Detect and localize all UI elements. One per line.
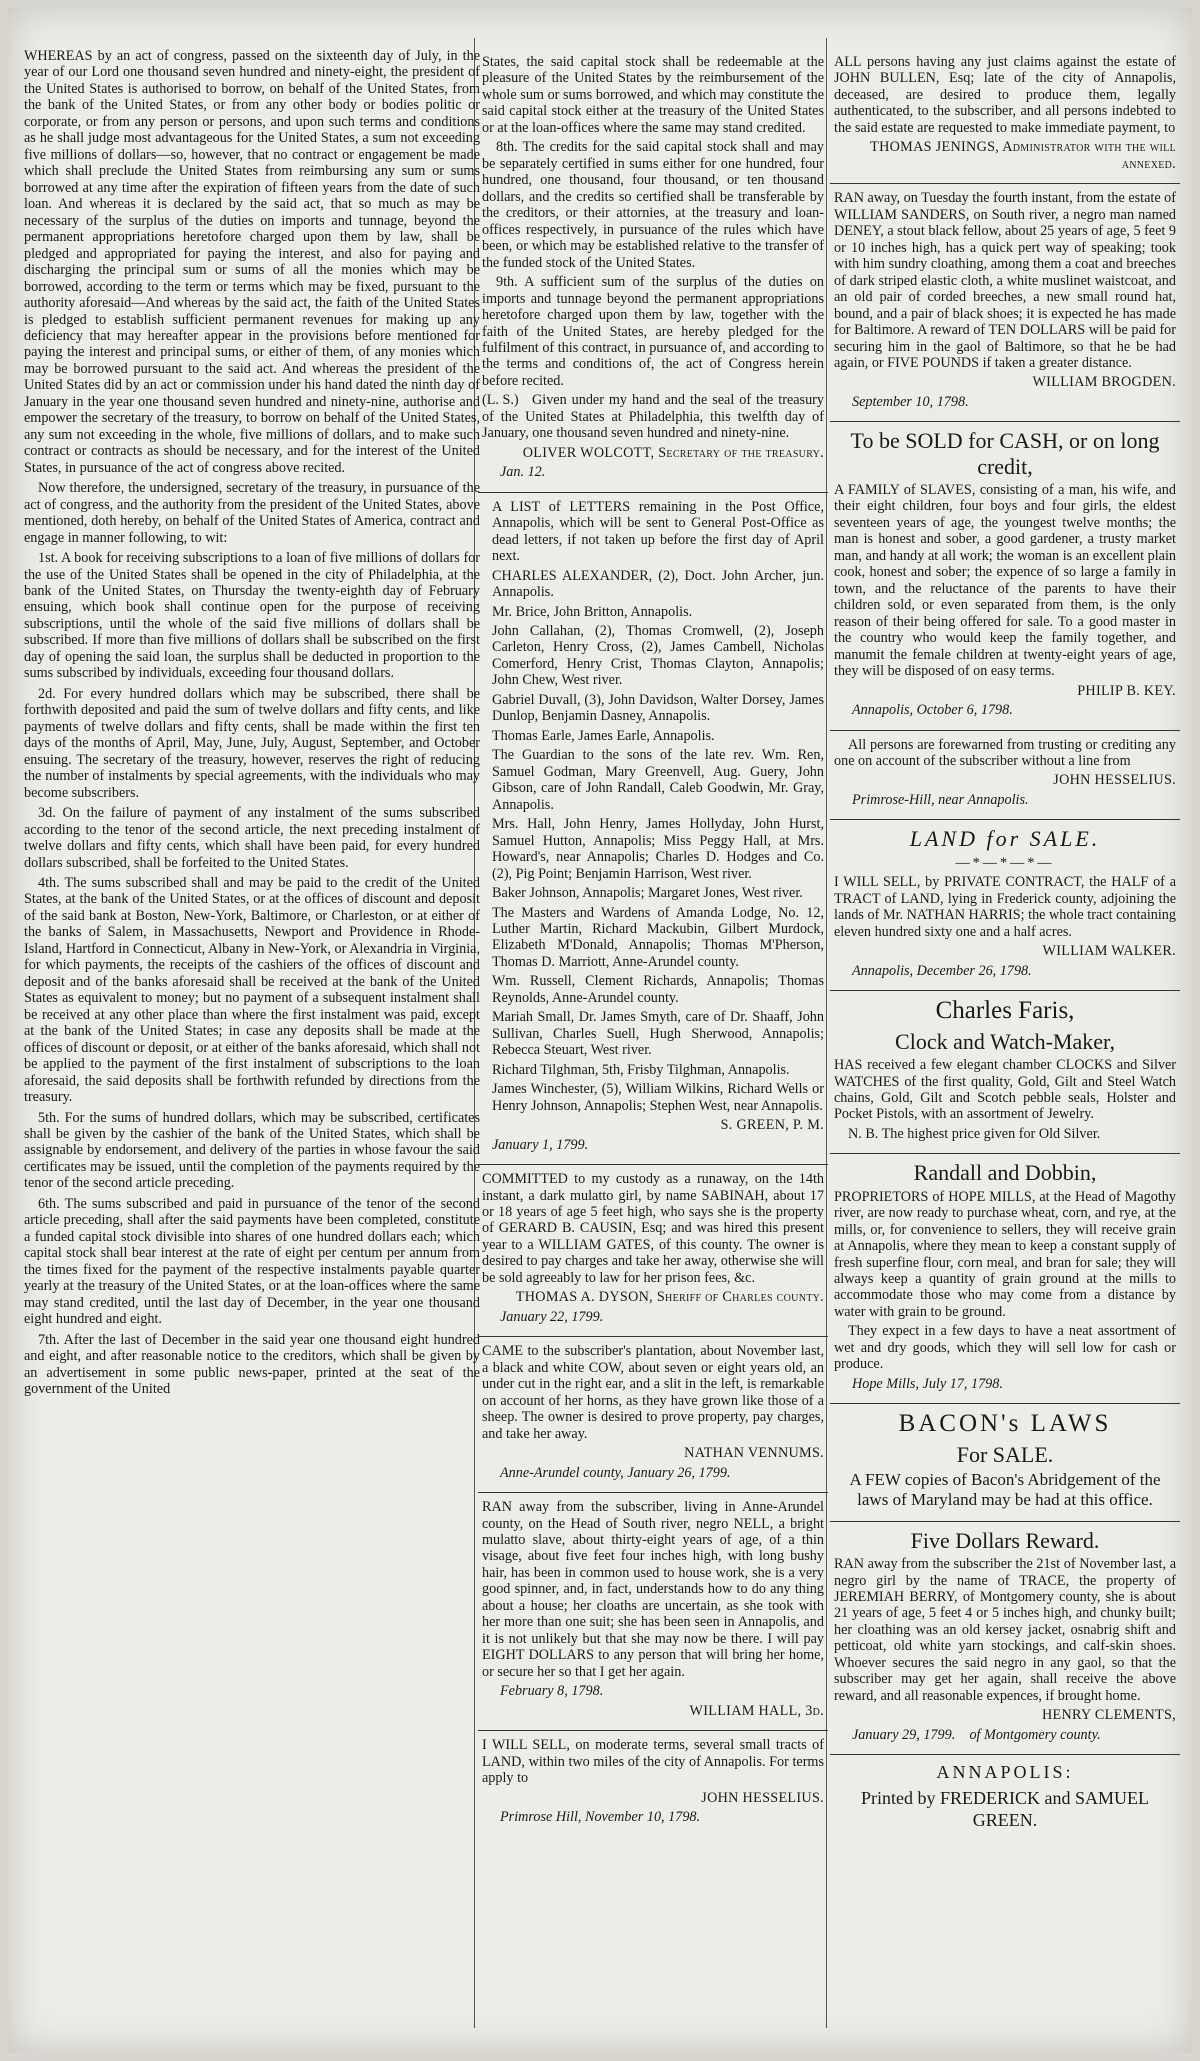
loan-article-4: 4th. The sums subscribed shall and may be paid to the credit of the United States, at the bank of the United States, or at the offices of discount and deposit of the said bank at Boston, New-York, Baltimore, or Charleston, or at either of the banks of Salem, in Massachusetts, Newport and Providence in Rhode-Island, Hartford in Connecticut, Albany in New-York, or Alexandria in Virginia, for which payments, the receipts of the cashiers of the offices of discount and deposit and of the banks aforesaid shall be received at the bank of the United States as equivalent to money; but no payment of a subsequent instalment shall be received at any other place than where the first instalment was paid, except at the bank of the United States; in case any deposits shall be made at the offices of discount or deposit, or at either of the banks aforesaid, which shall not be applied to the payment of the first instalment of subscriptions to the loan aforesaid, the said deposits shall be forthwith refunded by directions from the treasury. — [24, 874, 480, 1106]
loan-article-2: 2d. For every hundred dollars which may be subscribed, there shall be forthwith deposited and paid the sum of twelve dollars and fifty cents, and like payments of twelve dollars and fifty cents, shall be made within the first ten days of the months of April, May, June, July, August, September, and October ensuing. The secretary of the treasury, however, reserves the right of reducing the number of instalments by special agreements, with the individuals who may become subscribers. — [24, 685, 480, 801]
letters-entry: The Guardian to the sons of the late rev. Wm. Ren, Samuel Godman, Mary Greenvell, Aug. Guery, John Gibson, care of John Randall, Caleb Goodwin, Mr. Gray, Annapolis. — [492, 747, 824, 813]
land-tracts-ad — [478, 1731, 828, 1836]
reward-county: of Montgomery county. — [969, 1726, 1101, 1743]
land-heading: LAND for SALE. — [909, 826, 1101, 852]
column-3 — [830, 48, 1180, 2038]
bullen-signature: THOMAS JENINGS, Administrator with the will annexed. — [870, 139, 1176, 172]
land-date: Annapolis, December 26, 1798. — [852, 962, 1032, 979]
bullen-estate-ad — [830, 48, 1180, 184]
letters-list-ad — [478, 493, 828, 1165]
letters-entry: Baker Johnson, Annapolis; Margaret Jones, West river. — [492, 885, 803, 902]
loan-article-7: 7th. After the last of December in the said year one thousand eight hundred and eight, and after reasonable notice to the creditors, which shall be given by an advertisement in some public news-paper, printed at the seat of the government of the United — [24, 1331, 480, 1398]
letters-entry: Mrs. Hall, John Henry, James Hollyday, John Hurst, Samuel Hutton, Annapolis; Miss Peggy Hall, at Mrs. Howard's, near Annapolis; Charles D. Hodges and Co. (2), Pig Point; Benjamin Harrison, West river. — [492, 816, 824, 882]
bacon-subheading: For SALE. — [956, 1442, 1054, 1468]
letters-entry: Mariah Small, Dr. James Smyth, care of Dr. Shaaff, John Sullivan, Charles Suell, Hugh Sherwood, Annapolis; Rebecca Steuart, West river. — [492, 1009, 824, 1059]
clockmaker-ad — [830, 991, 1180, 1154]
letters-entry: CHARLES ALEXANDER, (2), Doct. John Archer, jun. Annapolis. — [492, 567, 824, 601]
loan-article-3: 3d. On the failure of payment of any instalment of the sums subscribed according to the tenor of the second article, the next preceding instalment of twelve dollars and fifty cents, which shall have been paid, for every hundred dollars subscribed, shall be forfeited to the United States. — [24, 805, 480, 871]
loan-article-1: 1st. A book for receiving subscriptions to a loan of five millions of dollars for the use of the United States shall be opened in the city of Philadelphia, at the bank of the United States, on Thursday the twenty-eighth day of February ensuing, which book shall continue open for the purpose of receiving subscriptions, until the whole of the said five millions of dollars shall be subscribed. If more than five millions of dollars shall be subscribed on the first day of opening the said loan, the surplus shall be deducted in proportion to the sums subscribed by individuals, exceeding four thousand dollars. — [24, 550, 480, 682]
seal-mark: (L. S.) — [482, 392, 519, 409]
letters-entry: Mr. Brice, John Britton, Annapolis. — [492, 603, 693, 620]
bullen-text: ALL persons having any just claims against the estate of JOHN BULLEN, Esq; late of the city of Annapolis, deceased, are desired to produce them, legally authenticated, to the subscriber, and all persons indebted to the said estate are requested to make immediate payment, to — [834, 54, 1176, 136]
land-sale-ad — [830, 820, 1180, 991]
bacon-heading: BACON's LAWS — [898, 1410, 1112, 1438]
randall-date: Hope Mills, July 17, 1798. — [852, 1375, 1003, 1392]
land-text: I WILL SELL, by PRIVATE CONTRACT, the HALF of a TRACT of LAND, lying in Frederick county, adjoining the lands of Mr. NATHAN HARRIS; the whole tract containing eleven hundred sixty one and a half acres. — [834, 874, 1176, 940]
reward-text: RAN away from the subscriber the 21st of November last, a negro girl by the name of TRACE, the property of JEREMIAH BERRY, of Montgomery county, she is about 21 years of age, 5 feet 4 or 5 inches high, and chunky built; her cloathing was an old kersey jacket, osnabrig shift and petticoat, old white yarn stockings, and calf-skin shoes. Whoever secures the said negro in any gaol, so that the subscriber may get her again, shall receive the above reward, and all reasonable expences, if brought home. — [834, 1556, 1176, 1704]
deney-date: September 10, 1798. — [852, 393, 969, 410]
loan-article-6: 6th. The sums subscribed and paid in pursuance of the tenor of the second article preceding, shall after the said payments have been completed, constitute a funded capital stock divisible into shares of one hundred dollars each; which capital stock shall bear interest at the rate of eight per centum per annum from the times fixed for the payment of the respective instalments payable quarter yearly at the treasury of the United States, or at the loan-offices where the same may stand credited, until the last day of December, in the year one thousand eight hundred and eight. — [24, 1195, 480, 1328]
loan-article-8: 8th. The credits for the said capital stock shall and may be separately certified in sums either for one hundred, four hundred, one thousand, four thousand, or ten thousand dollars, and the credits so certified shall be transferable by the creditors, or their attornies, at the treasury and loan-offices respectively, in pursuance of the rules which have been, or which may be established relative to the transfer of the funded stock of the United States. — [482, 139, 824, 271]
reward-date-text: January 29, 1799. — [852, 1726, 956, 1743]
letters-entry: John Callahan, (2), Thomas Cromwell, (2), Joseph Carleton, Henry Cross, (2), James Cambell, Nicholas Comerford, Henry Crist, Thomas Clayton, Annapolis; John Chew, West river. — [492, 623, 824, 689]
deney-text: RAN away, on Tuesday the fourth instant, from the estate of WILLIAM SANDERS, on South river, a negro man named DENEY, a stout black fellow, about 25 years of age, 5 feet 9 or 10 inches high, has a quick pert way of speaking; took with him sundry cloathing, among them a coat and breeches of dark striped elastic cloth, a white muslinet waistcoat, and an old pair of corded breeches, a new small round hat, bound, and a pair of black shoes; it is expected he has made for Baltimore. A reward of TEN DOLLARS will be paid for securing him in the gaol of Baltimore, so that he be had again, or FIVE POUNDS if taken a greater distance. — [834, 190, 1176, 371]
loan-article-5: 5th. For the sums of hundred dollars, which may be subscribed, certificates shall be given by the cashier of the bank of the United States, which shall be assignable by endorsement, and delivery of the parties in whose favour the said certificates may be issued, until the completion of the payments required by the tenor of the second article preceding. — [24, 1109, 480, 1192]
slaves-signature: PHILIP B. KEY. — [1077, 682, 1176, 699]
letters-entry: Richard Tilghman, 5th, Frisby Tilghman, Annapolis. — [492, 1061, 790, 1078]
lots-signature: JOHN HESSELIUS. — [701, 1789, 824, 1806]
letters-signature: S. GREEN, P. M. — [720, 1117, 824, 1134]
faris-subheading: Clock and Watch-Maker, — [895, 1028, 1115, 1054]
reward-signature: HENRY CLEMENTS, — [1041, 1707, 1176, 1724]
lots-text: I WILL SELL, on moderate terms, several small tracts of LAND, within two miles of the city of Annapolis. For terms apply to — [482, 1737, 824, 1787]
newspaper-page — [8, 8, 1192, 2053]
nell-signature: WILLIAM HALL, 3d. — [689, 1702, 824, 1719]
committed-date: January 22, 1799. — [500, 1308, 604, 1325]
land-ornament: —*—*—*— — [955, 854, 1055, 871]
randall-text: PROPRIETORS of HOPE MILLS, at the Head of Magothy river, are now ready to purchase wheat, corn, and rye, at the mills, or, for convenience to sellers, they will receive grain at Annapolis, where they mean to keep a constant supply of fresh superfine flour, corn meal, and bran for sale; they will always keep a quantity of grain ground at the mills to accommodate those who may come from a distance by water with grain to be ground. — [834, 1188, 1176, 1320]
loan-now-therefore: Now therefore, the undersigned, secretary of the treasury, in pursuance of the act of congress, and the authority from the president of the United States, above mentioned, doth hereby, on behalf of the United States of America, contract and engage in manner following, to wit: — [24, 480, 480, 546]
column-2 — [478, 48, 828, 2038]
letters-intro: A LIST of LETTERS remaining in the Post Office, Annapolis, which will be sent to General Post-Office as dead letters, if not taken up before the first day of April next. — [492, 498, 824, 565]
cow-text: CAME to the subscriber's plantation, about November last, a black and white COW, about seven or eight years old, an under cut in the right ear, and a slit in the left, is remarkable on account of her horns, as they have grown like those of a sheep. The owner is desired to prove property, pay charges, and take her away. — [482, 1343, 824, 1442]
nell-date: February 8, 1798. — [500, 1683, 604, 1700]
treasury-loan-notice — [24, 48, 480, 1398]
slaves-heading: To be SOLD for CASH, or on long credit, — [850, 428, 1160, 479]
reward-ad — [830, 1522, 1180, 1755]
slaves-date: Annapolis, October 6, 1798. — [852, 702, 1013, 719]
faris-note: N. B. The highest price given for Old Silver. — [848, 1125, 1101, 1142]
letters-entry: James Winchester, (5), William Wilkins, Richard Wells or Henry Johnson, Annapolis; Stephen West, near Annapolis. — [492, 1081, 824, 1114]
slaves-text: A FAMILY of SLAVES, consisting of a man, his wife, and their eight children, four boys and four girls, the eldest seventeen years of age, the youngest twelve months; the man is honest and sober, a good gardener, a trusty market man, and handy at all work; the woman is an excellent plain cook, honest and sober; the expence of so large a family in town, and the reluctance of the parents to have their children sold, or even separated from them, is the only reason of their being offered for sale. To a good master in the country who would keep the family together, and manumit the female children at twenty-eight years of age, they will be disposed of on easy terms. — [834, 481, 1176, 680]
letters-entry: Gabriel Duvall, (3), John Davidson, Walter Dorsey, James Dunlop, Benjamin Dasney, Annapolis. — [492, 691, 824, 725]
cow-date: Anne-Arundel county, January 26, 1799. — [500, 1464, 731, 1481]
runaway-deney-ad — [830, 184, 1180, 422]
loan-article-9: 9th. A sufficient sum of the surplus of the duties on imports and tunnage beyond the permanent appropriations heretofore charged upon them by law, together with the faith of the United States, are hereby pledged for the fulfilment of this contract, in pursuance of, and according to the terms and conditions of, the act of Congress herein before recited. — [482, 274, 824, 389]
runaway-nell-ad — [478, 1493, 828, 1731]
loan-date: Jan. 12. — [500, 464, 546, 481]
trust-warning-ad — [830, 731, 1180, 821]
committed-text: COMMITTED to my custody as a runaway, on the 14th instant, a dark mulatto girl, by name SABINAH, about 17 or 18 years of age 5 feet high, who says she is the property of GERARD B. CAUSIN, Esq; and was hired this present year to a WILLIAM GATES, of this county. The owner is desired to pay charges and take her away, otherwise she will be sold agreeably to law for her prison fees, &c. — [482, 1171, 824, 1286]
trust-text: All persons are forewarned from trusting or crediting any one on account of the subscriber without a line from — [834, 736, 1176, 769]
mills-ad — [830, 1154, 1180, 1404]
letters-entry: Thomas Earle, James Earle, Annapolis. — [492, 727, 715, 744]
nell-text: RAN away from the subscriber, living in Anne-Arundel county, on the Head of South river, negro NELL, a bright mulatto slave, about thirty-eight years of age, of a thin visage, about five feet four inches high, with long bushy hair, has been in common used to house work, she is a very good spinner, and, in fact, understands how to do any thing about a house; her cloaths are uncertain, as she took with her more than one suit; she has been seen in Annapolis, and it is not unlikely but that she may now be there. I will pay EIGHT DOLLARS to any person that will bring her home, or secure her so that I get her again. — [482, 1499, 824, 1680]
loan-notice-continued — [478, 48, 828, 493]
letters-date: January 1, 1799. — [492, 1136, 589, 1153]
imprint-city: ANNAPOLIS: — [936, 1762, 1074, 1783]
trust-date: Primrose-Hill, near Annapolis. — [852, 791, 1029, 808]
slaves-sale-ad — [830, 422, 1180, 730]
lots-date: Primrose Hill, November 10, 1798. — [500, 1809, 701, 1825]
bacon-laws-ad — [830, 1404, 1180, 1521]
loan-given — [482, 392, 824, 441]
faris-heading: Charles Faris, — [935, 996, 1075, 1024]
loan-signature: OLIVER WOLCOTT, Secretary of the treasury. — [522, 444, 824, 461]
letters-entry: The Masters and Wardens of Amanda Lodge, No. 12, Luther Martin, Richard Mackubin, Gilbert Murdock, Elizabeth M'Donald, Annapolis; Thomas M'Pherson, Thomas D. Marriott, Anne-Arundel county. — [492, 904, 824, 970]
imprint — [830, 1755, 1180, 1843]
committed-runaway-ad — [478, 1165, 828, 1337]
loan-preamble: WHEREAS by an act of congress, passed on the sixteenth day of July, in the year of our Lord one thousand seven hundred and ninety-eight, the president of the United States is authorised to borrow, on behalf of the United States, from the bank of the United States, or from any other body or bodies politic or corporate, or from any person or persons, and upon such terms and conditions as he shall judge most advantageous for the United States, a sum not exceeding five millions of dollars—so, however, that no contract or engagement be made which shall preclude the United States from reimbursing any sum or sums borrowed at any time after the expiration of fifteen years from the date of such loan. And whereas it is declared by the said act, that so much as may be necessary of the surplus of the duties on imports and tunnage, beyond the permanent appropriations heretofore charged upon them by law, shall be pledged and appropriated for paying the interest, and also for paying and discharging the principal sum or sums of all the monies which may be borrowed, according to the term or terms which may be fixed, pursuant to the authority aforesaid—And whereas by the said act, the faith of the United States is pledged to establish sufficient permanent revenues for making up any deficiency that may hereafter appear in the provisions before mentioned for paying the interest and principal sums, or either of them, of any monies which may be borrowed pursuant to the said act. And whereas the president of the United States did by an act or commission under his hand dated the ninth day of January in the year one thousand seven hundred and ninety-nine, authorise and empower the secretary of the treasury, to borrow on behalf of the United States, any sum not exceeding in the whole, five millions of dollars, and to make such contract or contracts as should be necessary, and for the interest of the United States, in pursuance of the act of congress above recited. — [24, 48, 480, 476]
cow-signature: NATHAN VENNUMS. — [684, 1445, 824, 1462]
bacon-text: A FEW copies of Bacon's Abridgement of the laws of Maryland may be had at this office. — [849, 1470, 1161, 1510]
trust-signature: JOHN HESSELIUS. — [1053, 772, 1176, 789]
committed-signature: THOMAS A. DYSON, Sheriff of Charles county. — [515, 1289, 824, 1306]
deney-signature: WILLIAM BROGDEN. — [1032, 374, 1176, 391]
land-signature: WILLIAM WALKER. — [1042, 943, 1176, 960]
faris-text: HAS received a few elegant chamber CLOCKS and Silver WATCHES of the first quality, Gold, Gilt and Steel Watch chains, Gold, Gilt and Scotch pebble seals, Holster and Pocket Pistols, with an assortment of Jewelry. — [834, 1057, 1176, 1123]
letters-entry: Wm. Russell, Clement Richards, Annapolis; Thomas Reynolds, Anne-Arundel county. — [492, 973, 824, 1006]
imprint-printer: Printed by FREDERICK and SAMUEL GREEN. — [861, 1787, 1149, 1831]
reward-heading: Five Dollars Reward. — [910, 1527, 1100, 1553]
loan-continued: States, the said capital stock shall be redeemable at the pleasure of the United States by the reimbursement of the whole sum or sums borrowed, and which may constitute the said capital stock either at the treasury of the United States or at the loan-offices where the same may stand credited. — [482, 54, 824, 136]
stray-cow-ad — [478, 1337, 828, 1493]
column-1 — [24, 48, 480, 2038]
randall-text-2: They expect in a few days to have a neat assortment of wet and dry goods, which they will sell low for cash or produce. — [834, 1323, 1176, 1373]
loan-given-text: Given under my hand and the seal of the treasury of the United States at Philadelphia, this twelfth day of January, one thousand seven hundred and ninety-nine. — [482, 392, 824, 442]
reward-date — [834, 1727, 1176, 1743]
randall-heading: Randall and Dobbin, — [913, 1160, 1097, 1186]
